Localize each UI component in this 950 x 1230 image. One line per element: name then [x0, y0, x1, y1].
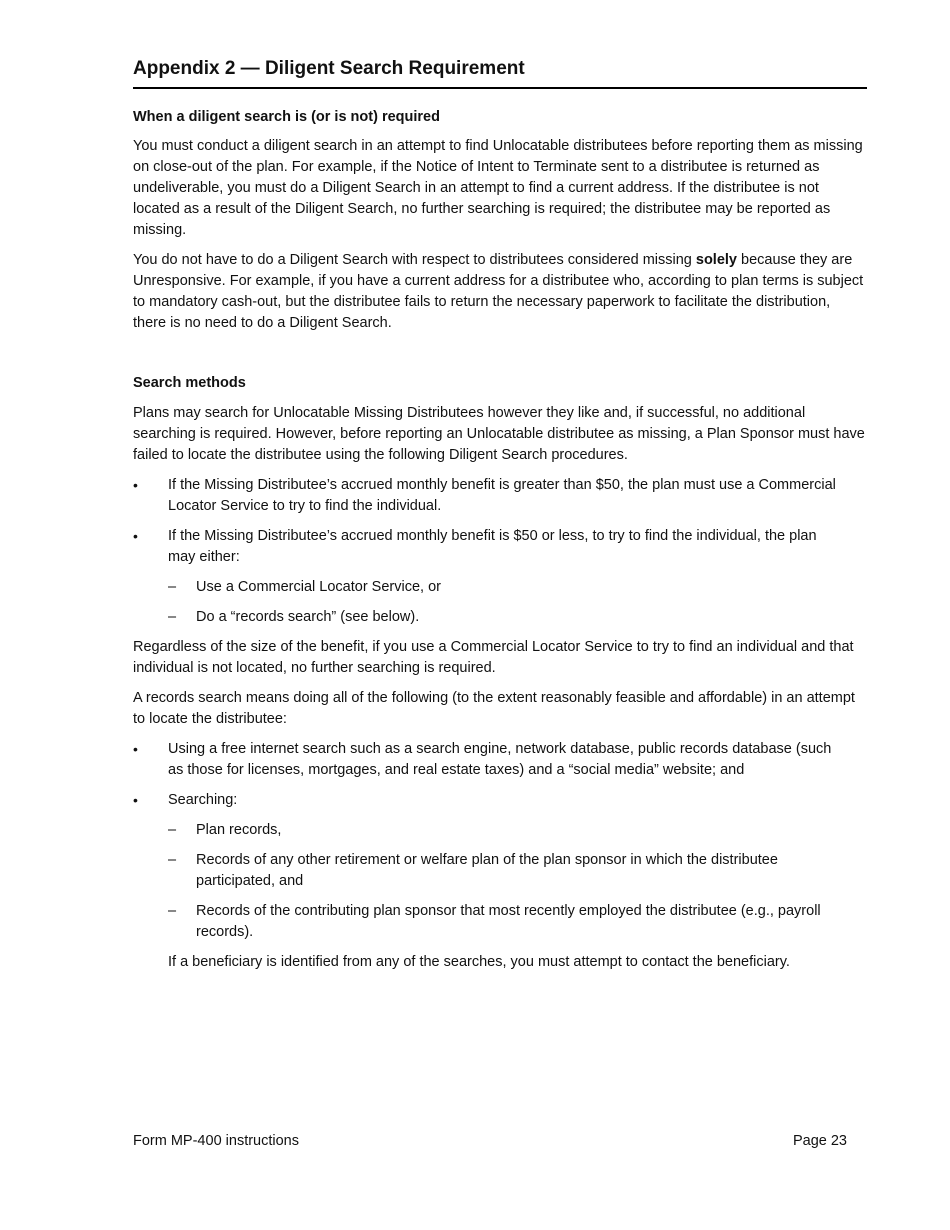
emphasis-solely: solely — [695, 252, 737, 268]
list-item — [133, 475, 867, 517]
paragraph-not-required-part2: because they are Unresponsive. For example, if you have a current address for a distributee who, according to plan terms is subject to mandatory cash-out, but the distributee fails to return the necessary paperwork to facilitate the distribution, there is no need to do a Diligent Search. — [133, 252, 864, 331]
paragraph-conduct-search: You must conduct a diligent search in an attempt to find Unlocatable distributees before reporting them as missing on close-out of the plan. For example, if the Notice of Intent to Terminate sent to a distributee is returned as undeliverable, you must do a Diligent Search in an attempt to find a current address. If the distributee is not located as a result of the Diligent Search, no further searching is required; the distributee may be reported as missing. — [133, 138, 863, 238]
dash-icon: – — [168, 852, 177, 868]
list-item-text: Using a free internet search such as a search engine, network database, public records database (such as those for licenses, mortgages, and real estate taxes) and a “social media” website; and — [168, 741, 832, 778]
bullet-list-records-search — [133, 739, 867, 811]
bullet-icon: • — [133, 741, 138, 757]
paragraph-beneficiary-note: If a beneficiary is identified from any of the searches, you must attempt to contact the beneficiary. — [168, 954, 790, 970]
paragraph-records-search: A records search means doing all of the following (to the extent reasonably feasible and affordable) in an attempt to locate the distributee: — [133, 690, 855, 727]
list-item-text: Searching: — [168, 792, 238, 808]
list-item-text: If the Missing Distributee’s accrued monthly benefit is $50 or less, to try to find the individual, the plan may either: — [168, 528, 817, 565]
bullet-icon: • — [133, 477, 138, 493]
list-item — [133, 577, 867, 598]
paragraph-not-required-part1: You do not have to do a Diligent Search with respect to distributees considered missing — [133, 252, 696, 268]
bullet-icon: • — [133, 528, 138, 544]
list-item — [133, 607, 867, 628]
page-title: Appendix 2 — Diligent Search Requirement — [133, 56, 867, 89]
section-heading-search-methods: Search methods — [133, 375, 246, 391]
dash-icon: – — [168, 579, 177, 595]
dash-list-options — [133, 577, 867, 628]
list-item-text: If the Missing Distributee’s accrued monthly benefit is greater than $50, the plan must use a Commercial Locator Service to try to find the individual. — [168, 477, 836, 514]
list-item-text: Records of the contributing plan sponsor that most recently employed the distributee (e.g., payroll records). — [196, 903, 821, 940]
list-item-text: Records of any other retirement or welfare plan of the plan sponsor in which the distributee participated, and — [196, 852, 778, 889]
dash-icon: – — [168, 903, 177, 919]
list-item — [133, 739, 867, 781]
dash-list-records — [133, 820, 867, 943]
dash-icon: – — [168, 822, 177, 838]
dash-icon: – — [168, 609, 177, 625]
list-item-text: Plan records, — [196, 822, 282, 838]
list-item-text: Do a “records search” (see below). — [196, 609, 420, 625]
list-item — [133, 820, 867, 841]
list-item — [133, 526, 867, 568]
footer-page-number: Page 23 — [792, 1133, 847, 1149]
bullet-list-benefit-rules — [133, 475, 867, 568]
paragraph-search-intro: Plans may search for Unlocatable Missing Distributees however they like and, if successful, no additional searching is required. However, before reporting an Unlocatable distributee as missing, a Plan Sponsor must have failed to locate the distributee using the following Diligent Search procedures. — [133, 405, 865, 463]
paragraph-regardless: Regardless of the size of the benefit, if you use a Commercial Locator Service to try to find an individual and that individual is not located, no further searching is required. — [133, 639, 854, 676]
document-page — [133, 56, 867, 973]
list-item — [133, 901, 867, 943]
footer-form-name: Form MP-400 instructions — [133, 1133, 299, 1149]
paragraph-not-required — [133, 250, 867, 334]
list-item-text: Use a Commercial Locator Service, or — [196, 579, 441, 595]
list-item — [133, 790, 867, 811]
list-item — [133, 850, 867, 892]
section-heading-when-required: When a diligent search is (or is not) required — [133, 109, 440, 125]
bullet-icon: • — [133, 792, 138, 808]
